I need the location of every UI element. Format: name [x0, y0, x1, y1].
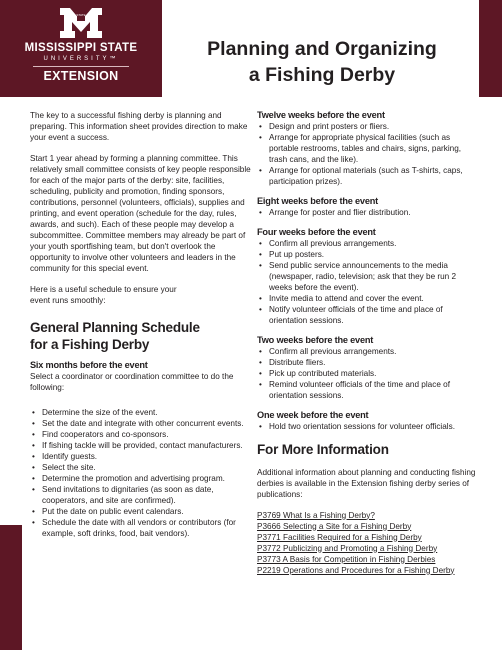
twelve-weeks-list [257, 121, 479, 187]
logo-university-name: MISSISSIPPI STATE [24, 42, 138, 54]
four-weeks-heading: Four weeks before the event [257, 227, 376, 237]
one-week-heading: One week before the event [257, 410, 369, 420]
maroon-corner-block-top-right [479, 0, 502, 97]
two-weeks-heading: Two weeks before the event [257, 335, 374, 345]
publication-link[interactable]: P3769 What Is a Fishing Derby? [257, 510, 375, 520]
two-weeks-list [257, 346, 479, 401]
list-item: • Find cooperators and co-sponsors. [30, 429, 252, 440]
logo-extension: EXTENSION [43, 69, 119, 83]
list-item: • Arrange for poster and flier distribution. [257, 207, 479, 218]
general-schedule-heading-line1: General Planning Schedule [30, 320, 200, 335]
right-column [257, 109, 479, 576]
general-schedule-heading-line2: for a Fishing Derby [30, 336, 150, 352]
more-info-heading: For More Information [257, 442, 389, 457]
publication-link[interactable]: P2219 Operations and Procedures for a Fishing Derby [257, 565, 455, 575]
list-item: • Select the site. [30, 462, 252, 473]
list-item: • Arrange for appropriate physical facilities (such as portable restrooms, tables and chairs, signs, parking, trash cans, and the like). [257, 132, 479, 165]
list-item: • Confirm all previous arrangements. [257, 346, 479, 357]
list-item: • Identify guests. [30, 451, 252, 462]
list-item: • Determine the size of the event. [30, 407, 252, 418]
six-months-heading: Six months before the event [30, 360, 148, 370]
list-item: • Send public service announcements to the media (newspaper, radio, television; ask that they be run 2 weeks before the event). [257, 260, 479, 293]
list-item: • Put the date on public event calendars. [30, 506, 252, 517]
logo-divider [33, 66, 129, 67]
list-item: • Set the date and integrate with other concurrent events. [30, 418, 252, 429]
page-title-line1: Planning and Organizing [207, 38, 437, 60]
general-schedule-heading [30, 320, 252, 353]
four-weeks-list [257, 238, 479, 326]
more-info-paragraph: Additional information about planning and conducting fishing derbies is available in the Extension fishing derby series of publications: [257, 467, 476, 499]
eight-weeks-heading: Eight weeks before the event [257, 196, 379, 206]
page-title-line2: a Fishing Derby [248, 64, 396, 86]
svg-text:STATE: STATE [76, 13, 86, 17]
left-column [30, 110, 252, 539]
six-months-intro: Select a coordinator or coordination committee to do the following: [30, 372, 234, 392]
one-week-list [257, 421, 479, 432]
list-item: • Put up posters. [257, 249, 479, 260]
list-item: • Notify volunteer officials of the time and place of orientation sessions. [257, 304, 479, 326]
publication-link[interactable]: P3773 A Basis for Competition in Fishing Derbies [257, 554, 436, 564]
list-item: • Invite media to attend and cover the event. [257, 293, 479, 304]
list-item: • Send invitations to dignitaries (as soon as date, cooperators, and site are confirmed). [30, 484, 252, 506]
page-title [172, 36, 472, 88]
list-item: • Hold two orientation sessions for volunteer officials. [257, 421, 479, 432]
schedule-intro-paragraph: Here is a useful schedule to ensure your event runs smoothly: [30, 285, 177, 305]
list-item: • If fishing tackle will be provided, contact manufacturers. [30, 440, 252, 451]
six-months-list [30, 407, 252, 539]
list-item: • Pick up contributed materials. [257, 368, 479, 379]
publication-link[interactable]: P3666 Selecting a Site for a Fishing Derby [257, 521, 412, 531]
list-item: • Determine the promotion and advertising program. [30, 473, 252, 484]
list-item: • Distribute fliers. [257, 357, 479, 368]
twelve-weeks-heading: Twelve weeks before the event [257, 110, 385, 120]
committee-paragraph: Start 1 year ahead by forming a planning committee. This relatively small committee consists of key people responsible for each of the major parts of the derby: site, facilities, scheduling, publicity and promotion, finding sponsors, contributions, personnel (volunteers, officials), supplies and printing, and event operation (schedule for the day, rules, awards, and such). Each of these people may develop a subcommittee. Committee members may already be part of your youth sportfishing team, but don't overlook the opportunity to involve other volunteers and leaders in the community for this special event. [30, 154, 251, 273]
list-item: • Schedule the date with all vendors or contributors (for example, soft drinks, food, bait vendors). [30, 517, 252, 539]
list-item: • Remind volunteer officials of the time and place of orientation sessions. [257, 379, 479, 401]
eight-weeks-list [257, 207, 479, 218]
msu-extension-logo [0, 0, 162, 97]
publication-link[interactable]: P3771 Facilities Required for a Fishing Derby [257, 532, 422, 542]
intro-paragraph: The key to a successful fishing derby is planning and preparing. This information sheet provides direction to make your event a success. [30, 111, 248, 142]
logo-university-word: UNIVERSITY™ [43, 56, 119, 62]
list-item: • Arrange for optional materials (such as T-shirts, caps, participation prizes). [257, 165, 479, 187]
publication-link[interactable]: P3772 Publicizing and Promoting a Fishing Derby [257, 543, 438, 553]
msu-m-mark-icon [59, 7, 103, 39]
publication-links [257, 510, 479, 576]
list-item: • Design and print posters or fliers. [257, 121, 479, 132]
list-item: • Confirm all previous arrangements. [257, 238, 479, 249]
maroon-sidebar-block-bottom-left [0, 525, 22, 650]
